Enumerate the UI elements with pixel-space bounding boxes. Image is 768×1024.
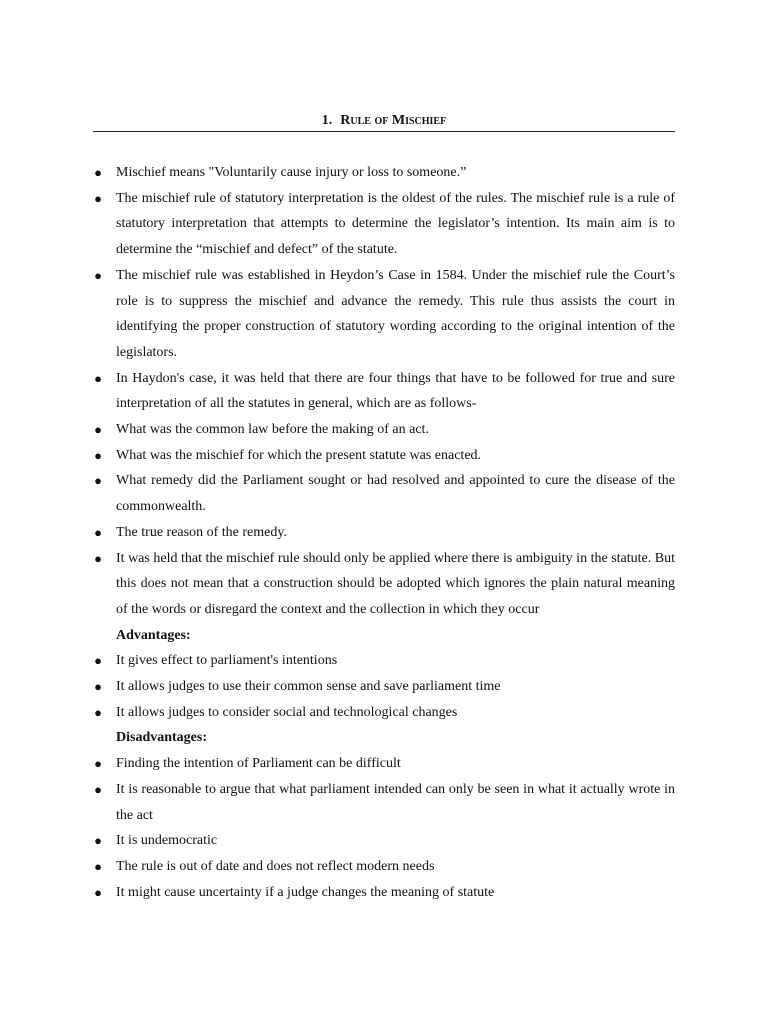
section-title: Rule of Mischief — [340, 113, 447, 128]
disadvantage-item — [93, 751, 675, 777]
disadvantage-text: The rule is out of date and does not reflect modern needs — [116, 858, 435, 874]
bullet-icon: ● — [94, 781, 102, 797]
advantages-heading: Advantages: — [116, 627, 191, 643]
advantage-item — [93, 700, 675, 726]
list-item-text: The mischief rule of statutory interpretation is the oldest of the rules. The mischief rule is a rule of statutory interpretation that attempts to determine the legislator’s intention. Its main aim is to determine the “mischief and defect” of the statute. — [116, 190, 675, 258]
list-item — [93, 443, 675, 469]
list-item-text: What was the mischief for which the present statute was enacted. — [116, 447, 482, 463]
disadvantage-item — [93, 828, 675, 854]
disadvantage-text: It is reasonable to argue that what parliament intended can only be seen in what it actually wrote in the act — [116, 781, 675, 823]
list-item-text: The mischief rule was established in Heydon’s Case in 1584. Under the mischief rule the Court’s role is to suppress the mischief and advance the remedy. This rule thus assists the court in identifying the proper construction of statutory wording according to the original intention of the legislators. — [116, 267, 675, 360]
bullet-icon: ● — [94, 473, 102, 489]
list-item — [93, 468, 675, 519]
bullet-icon: ● — [94, 756, 102, 772]
bullet-icon: ● — [94, 858, 102, 874]
list-item-text: What remedy did the Parliament sought or had resolved and appointed to cure the disease of the commonwealth. — [116, 473, 675, 515]
disadvantages-heading: Disadvantages: — [116, 730, 208, 746]
list-item — [93, 520, 675, 546]
bullet-icon: ● — [94, 370, 102, 386]
advantage-item — [93, 674, 675, 700]
disadvantage-text: Finding the intention of Parliament can be difficult — [116, 756, 401, 772]
list-item-text: It was held that the mischief rule should only be applied where there is ambiguity in the statute. But this does not mean that a construction should be adopted which ignores the plain natural meaning of the words or disregard the context and the collection in which they occur — [116, 550, 675, 617]
list-item-text: The true reason of the remedy. — [116, 524, 287, 540]
bullet-icon: ● — [94, 422, 102, 438]
disadvantage-text: It is undemocratic — [116, 833, 218, 849]
section-heading — [93, 112, 675, 132]
bullet-icon: ● — [94, 833, 102, 849]
list-item — [93, 160, 675, 186]
advantage-text: It allows judges to consider social and technological changes — [116, 704, 458, 720]
disadvantage-item — [93, 854, 675, 880]
disadvantage-item — [93, 777, 675, 828]
list-item — [93, 366, 675, 417]
list-item — [93, 263, 675, 366]
disadvantage-item — [93, 880, 675, 906]
advantage-item — [93, 648, 675, 674]
list-item — [93, 417, 675, 443]
bullet-icon: ● — [94, 884, 102, 900]
bullet-icon: ● — [94, 165, 102, 180]
list-item — [93, 546, 675, 623]
bullet-icon: ● — [94, 704, 102, 720]
bullet-icon: ● — [94, 550, 102, 566]
bullet-icon: ● — [94, 267, 102, 283]
bullet-icon: ● — [94, 447, 102, 463]
advantage-text: It allows judges to use their common sense and save parliament time — [116, 679, 501, 695]
section-number: 1. — [321, 113, 333, 128]
bullet-icon: ● — [94, 653, 102, 669]
bullet-icon: ● — [94, 190, 102, 206]
list-item-text: In Haydon's case, it was held that there are four things that have to be followed for true and sure interpretation of all the statutes in general, which are as follows- — [116, 370, 675, 412]
list-item-text: What was the common law before the making of an act. — [116, 422, 429, 438]
bullet-icon: ● — [94, 524, 102, 540]
list-item-text: Mischief means "Voluntarily cause injury or loss to someone.” — [116, 165, 467, 180]
bullet-icon: ● — [94, 679, 102, 695]
document-body — [93, 160, 675, 905]
list-item — [93, 186, 675, 263]
advantage-text: It gives effect to parliament's intentions — [116, 653, 338, 669]
disadvantage-text: It might cause uncertainty if a judge changes the meaning of statute — [116, 884, 495, 900]
